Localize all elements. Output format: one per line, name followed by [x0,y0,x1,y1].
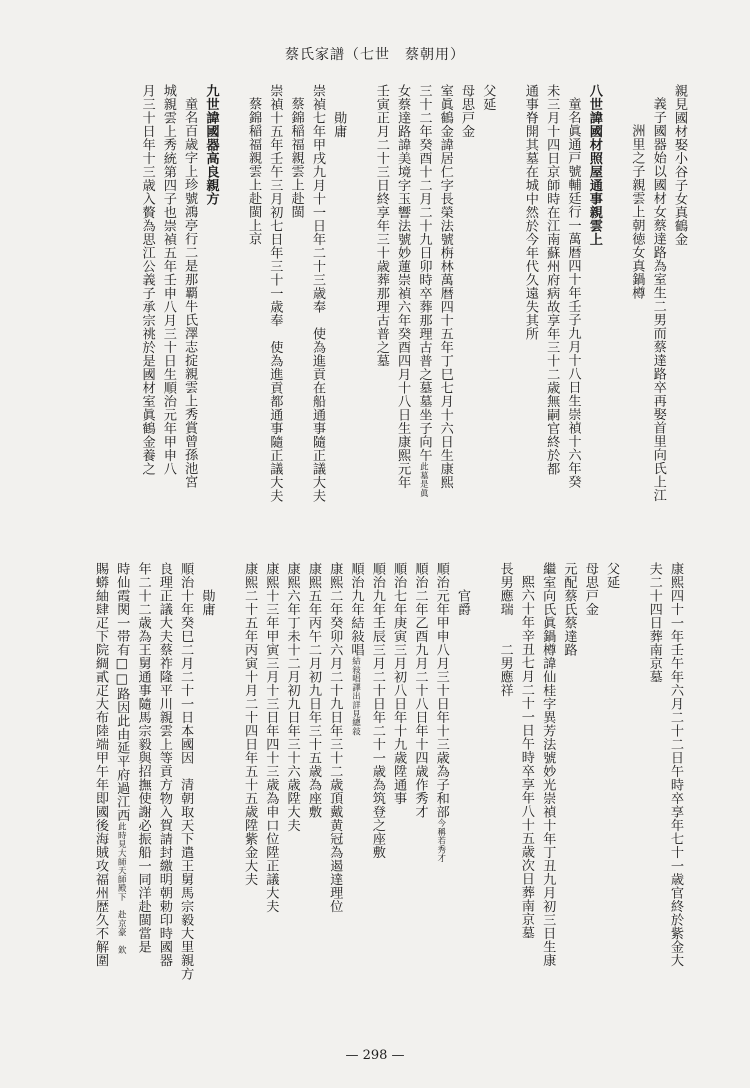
column-text: 康熙二年癸卯六月二十九日年三十二歳頂戴黄冠為遏達理位 [327,562,343,913]
column-text: 勛庸 [199,588,215,616]
column-text: 元配蔡氏蔡達路 [561,562,577,657]
annotation-note: 此墓是眞 [418,462,429,498]
column-text: 勛庸 [331,110,347,138]
column-text: 康熙四十一年壬午年六月二十二日午時卒享年七十一歳官終於紫金大 [667,562,683,967]
column-text: 九世諱國器高良親方 [203,84,219,206]
text-column [200,84,221,529]
column-text: 親見國材娶小谷子女真鶴金 [671,84,687,246]
text-column [452,562,473,1032]
column-text: 城親雲上秀統第四子也崇禎五年壬申八月三十日生順治元年甲申八 [160,84,176,476]
text-column [626,84,647,529]
column-text: 順治九年壬辰三月二十日年二十一歳為筑登之座敷 [369,562,385,859]
column-text: 通事脊開其墓在城中然於今年代久遠失其所 [522,84,538,341]
column-text: 熙六十年辛丑七月二十一日午時卒享年八十五歳次日葬南京墓 [518,575,534,940]
column-text: 康熙六年丁未十二月初九日年三十六歳陞大夫 [284,562,300,832]
text-column [132,562,153,1032]
column-text: 蔡錦稲福親雲上赴閩 [288,97,304,219]
text-column [285,84,306,529]
text-column [494,562,515,1032]
column-text: 官爵 [455,588,471,616]
text-column [477,84,498,529]
text-column [558,562,579,1032]
text-column [605,84,626,529]
text-column [239,562,260,1032]
column-text: 繼室向氏眞鍋樽諱仙桂字異芳法號妙光崇禎十年丁丑九月初三日生康 [540,562,556,967]
text-column [456,84,477,529]
text-column [217,562,238,1032]
text-column [434,84,455,529]
column-text: 順治十年癸巳二月二十一日本國因 清朝取天下遣王舅馬宗毅大里親方 [178,562,194,981]
text-column [349,84,370,529]
column-text: 順治七年庚寅三月初八日年十九歳陞通事 [391,562,407,805]
text-column [388,562,409,1032]
column-text: 順治二年乙酉九月二十八日年十四歳作秀才 [412,562,428,819]
upper-text-block [136,84,690,529]
text-column [221,84,242,529]
text-column [367,562,388,1032]
column-text: 三十二年癸酉十二月二十九日卯時卒葬那理古普之墓墓坐子向午 [416,84,432,462]
text-column [392,84,413,529]
text-column [196,562,217,1032]
annotation-note: 結敍唱譯出詳見總敍 [350,656,361,736]
column-text: 崇禎十五年壬午三月初七日年三十一歳奉 使為進貢都通事隨正議大夫 [267,84,283,503]
column-text: 良理正議大夫蔡祚隆平川親雲上等貢方物入賀請封繳明朝勅印時國器 [156,562,172,967]
text-column [430,562,451,1032]
text-column [516,562,537,1032]
column-text: 康熙五年丙午二月初九日年三十五歳為座敷 [305,562,321,819]
text-column [584,84,605,529]
column-text: 母思戸金 [582,562,598,616]
text-column [111,562,132,1032]
text-column [371,84,392,529]
text-column [324,562,345,1032]
column-text: 母思戸金 [459,84,475,138]
page-number: — 298 — [345,1048,405,1063]
text-column [175,562,196,1032]
text-column [537,562,558,1032]
text-column [413,84,434,529]
text-column [601,562,622,1032]
column-text: 童名眞通戸號輔廷行一萬暦四十年壬子九月十八日生崇禎十六年癸 [565,97,581,489]
text-column [665,562,686,1032]
column-text: 順治元年甲申八月三十日年十三歳為子和部 [433,562,449,819]
text-column [345,562,366,1032]
column-text: 月三十日年十三歳入贅為思江公義子承宗祧於是國材室眞鶴金養之 [139,84,155,476]
text-column [260,562,281,1032]
text-column [580,562,601,1032]
column-text: 夫二十四日葬南京墓 [646,562,662,684]
column-text: 父延 [604,562,620,589]
text-column [264,84,285,529]
column-text: 童名百歳字上珍號鴻亭行二是那覇牛氏澤志掟親雲上秀賞曾孫池宮 [182,97,198,489]
text-column [303,562,324,1032]
text-column [643,562,664,1032]
text-column [473,562,494,1032]
column-text: 未三月十四日京師時在江南蘇州府病故享年三十二歳無嗣官終於都 [544,84,560,476]
column-text: 年二十二歳為王舅通事隨馬宗毅與招撫使謝必振船一同洋赴閩當是 [135,562,151,954]
text-column [328,84,349,529]
column-text: 女蔡達路諱美境字玉響法號妙蓮崇禎六年癸酉四月十八日生康熙元年 [395,84,411,489]
text-column [669,84,690,529]
text-column [154,562,175,1032]
text-column [622,562,643,1032]
column-text: 順治九年結敍唱 [348,562,364,657]
annotation-note: 今稱若秀才 [435,818,446,863]
text-column [158,84,179,529]
text-column [281,562,302,1032]
text-column [541,84,562,529]
annotation-note: 此時見大師天師殿下 赴京豪 欽 [116,822,127,955]
text-column [520,84,541,529]
column-text: 蔡錦稲福親雲上赴閩上京 [246,97,262,246]
column-text: 長男應瑞 二男應祥 [497,562,513,697]
text-column [409,562,430,1032]
page-header: 蔡氏家譜（七世 蔡朝用） [285,47,465,63]
text-column [136,84,157,529]
column-text: 父延 [480,84,496,111]
text-column [179,84,200,529]
column-text: 室眞鶴金諱居仁字長榮法號栴林萬暦四十五年丁巳七月十六日生康熙 [437,84,453,489]
column-text: 康熙十三年甲寅三月十三日年四十三歳為申口位陞正議大夫 [263,562,279,913]
text-column [498,84,519,529]
column-text: 壬寅正月二十三日終享年三十歳葬那理古普之墓 [373,84,389,368]
text-column [243,84,264,529]
text-column [562,84,583,529]
text-column [90,562,111,1032]
column-text: 時仙霞関一帯有□□路因此由延平府過江西 [114,562,130,823]
column-text: 洲里之子親雲上朝徳女真鍋樽 [629,124,645,300]
column-text: 義子國器始以國材女蔡達路為室生二男而蔡達路卒再娶首里向氏上江 [650,97,666,503]
text-column [307,84,328,529]
lower-text-block [90,562,686,1032]
column-text: 賜蟒紬肆疋下院綢貳疋大布陸端甲午年即國後海賊攻福州歴久不解圍 [92,562,108,967]
column-text: 崇禎七年甲戌九月十一日年二十三歳奉 使為進貢在船通事隨正議大夫 [309,84,325,503]
column-text: 康熙二十五年丙寅十月二十四日年五十五歳陞紫金大夫 [242,562,258,886]
text-column [647,84,668,529]
column-text: 八世諱國材照屋通事親雲上 [586,84,602,246]
